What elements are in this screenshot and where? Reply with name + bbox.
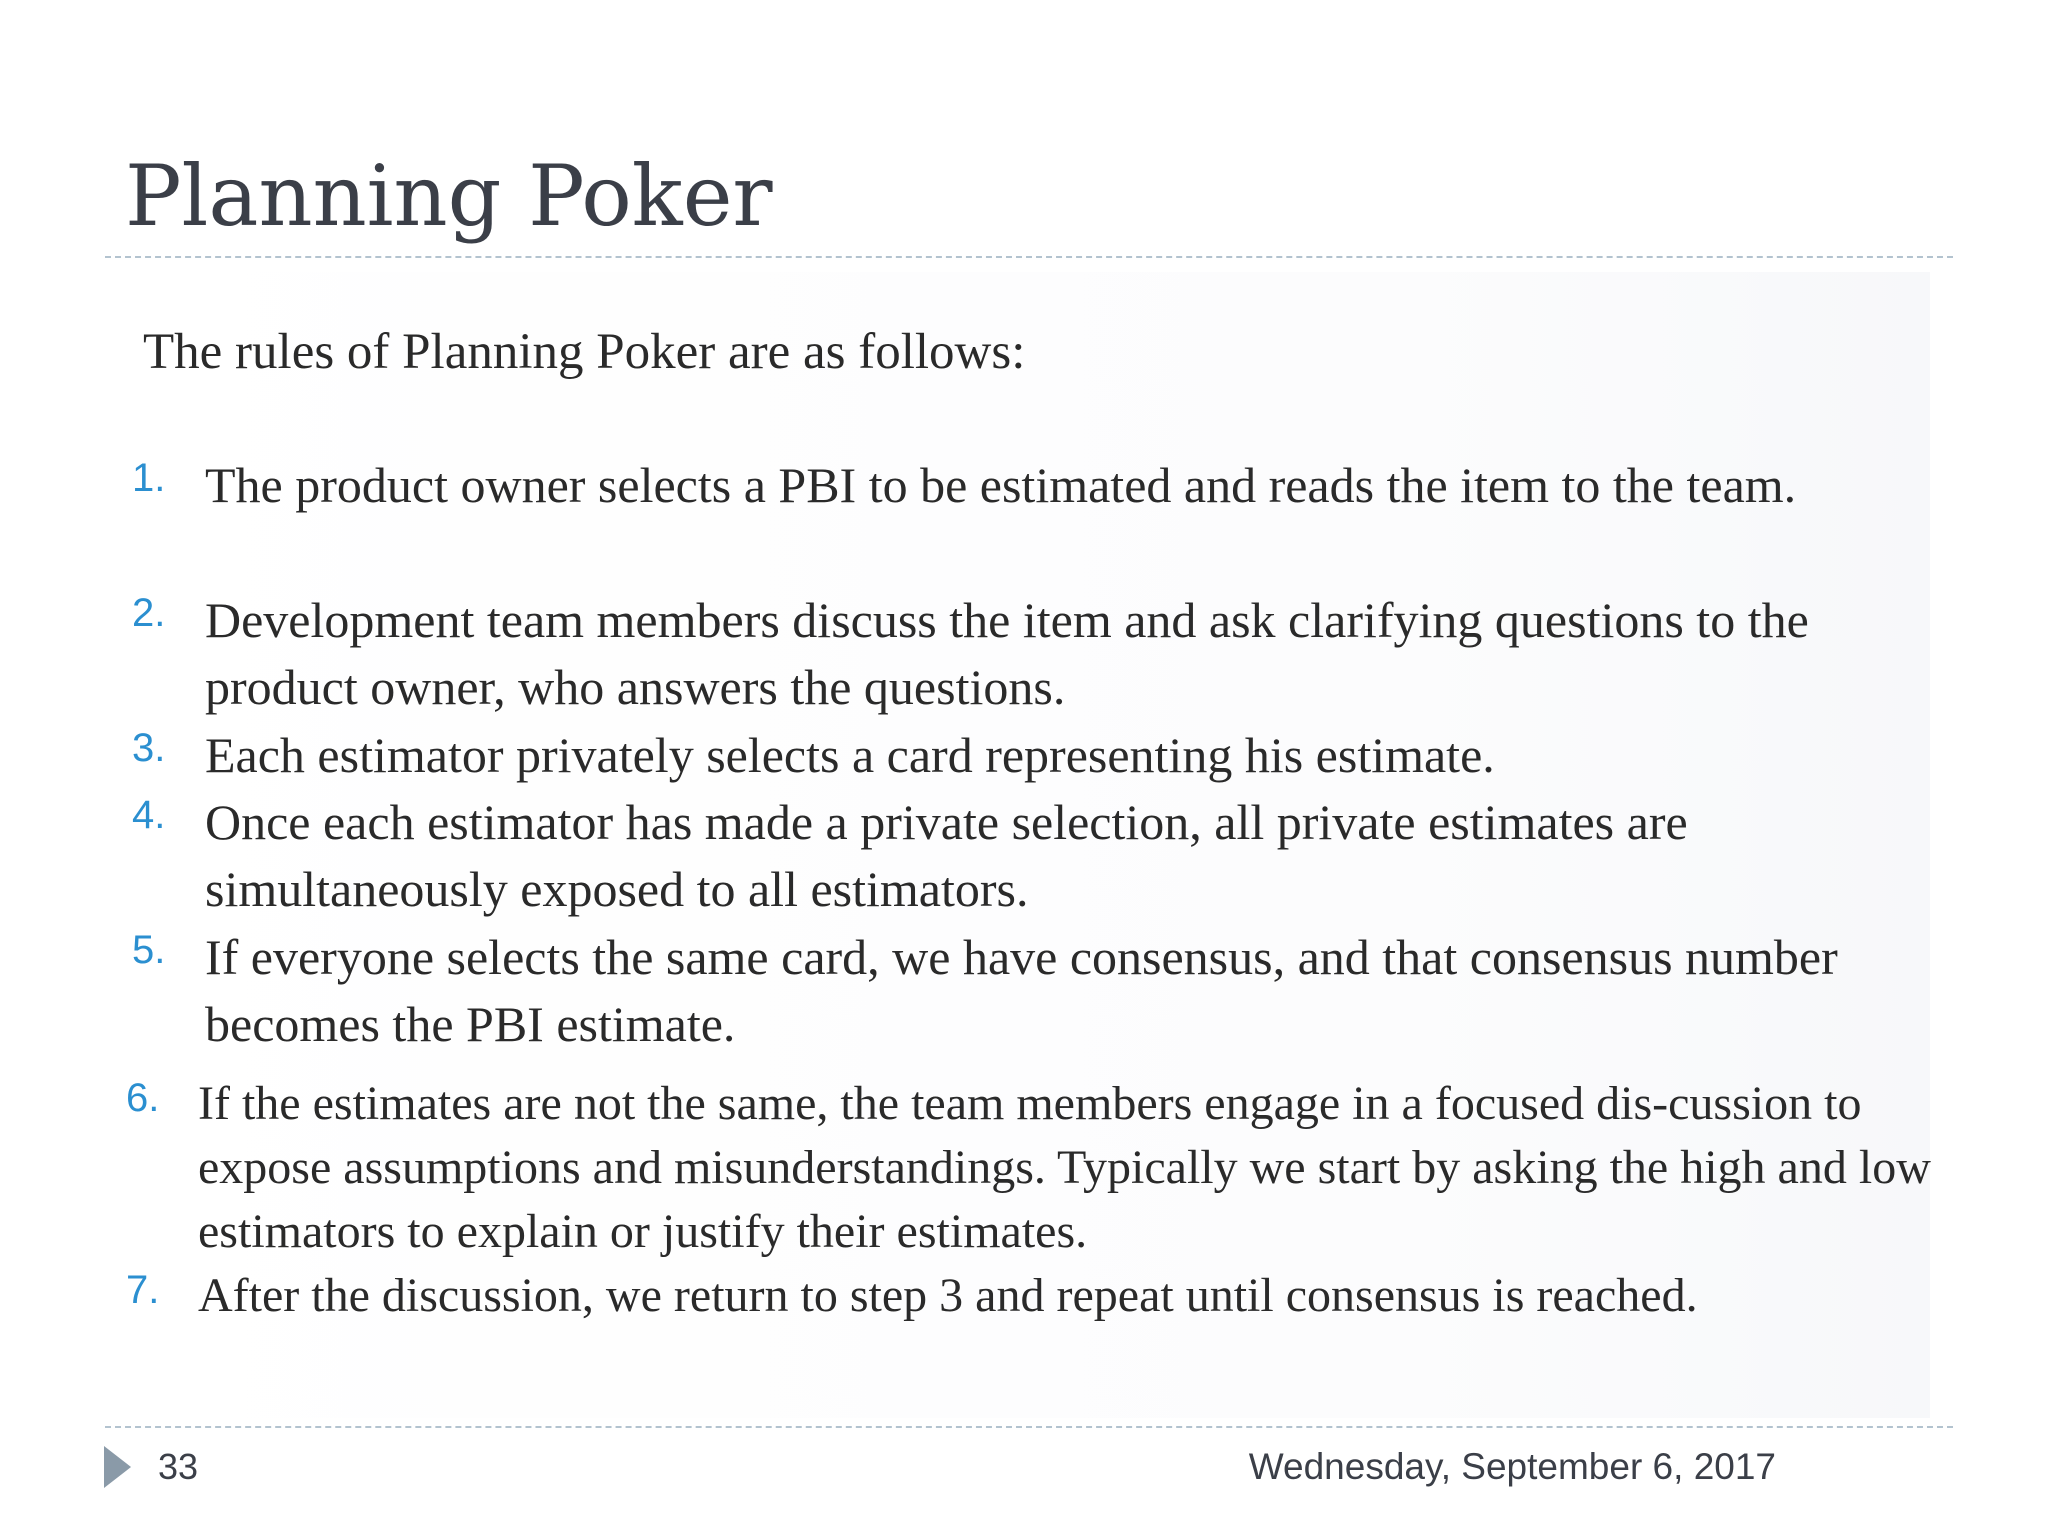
- rule-number: 1.: [132, 456, 166, 500]
- rule-text: After the discussion, we return to step 3 and repeat until consensus is reached.: [198, 1269, 1698, 1322]
- rule-item-2: [132, 587, 1945, 721]
- rule-text: If the estimates are not the same, the team members engage in a focused dis-cussion to expose assumptions and misunderstandings. Typically we start by asking the high and low estimators to explain or justify their estimates.: [198, 1077, 1931, 1258]
- rule-text: Development team members discuss the item and ask clarifying questions to the product owner, who answers the questions.: [205, 592, 1809, 715]
- footer-divider: [105, 1426, 1953, 1428]
- rule-number: 5.: [132, 928, 166, 972]
- rule-text: Once each estimator has made a private selection, all private estimates are simultaneously exposed to all estimators.: [205, 794, 1688, 917]
- slide-date: Wednesday, September 6, 2017: [1248, 1446, 1776, 1487]
- rule-text: Each estimator privately selects a card representing his estimate.: [205, 727, 1495, 783]
- rule-number: 2.: [132, 591, 166, 635]
- rule-number: 4.: [132, 793, 166, 837]
- rule-item-6: [126, 1072, 1938, 1264]
- rule-text: The product owner selects a PBI to be estimated and reads the item to the team.: [205, 457, 1797, 513]
- rule-number: 3.: [132, 726, 166, 770]
- rule-number: 6.: [126, 1076, 160, 1120]
- slide-number: 33: [158, 1446, 199, 1487]
- rule-item-7: [126, 1264, 1938, 1328]
- triangle-right-icon: [104, 1446, 131, 1488]
- rule-text: If everyone selects the same card, we have consensus, and that consensus number becomes the PBI estimate.: [205, 929, 1838, 1052]
- rule-item-3: [132, 722, 1945, 789]
- rule-item-1: [132, 452, 1945, 519]
- title-divider: [105, 256, 1953, 258]
- rule-number: 7.: [126, 1268, 160, 1312]
- slide-title: Planning Poker: [125, 147, 773, 245]
- rules-intro: The rules of Planning Poker are as follows:: [143, 324, 1026, 380]
- rule-item-4: [132, 789, 1945, 923]
- rule-item-5: [132, 924, 1945, 1058]
